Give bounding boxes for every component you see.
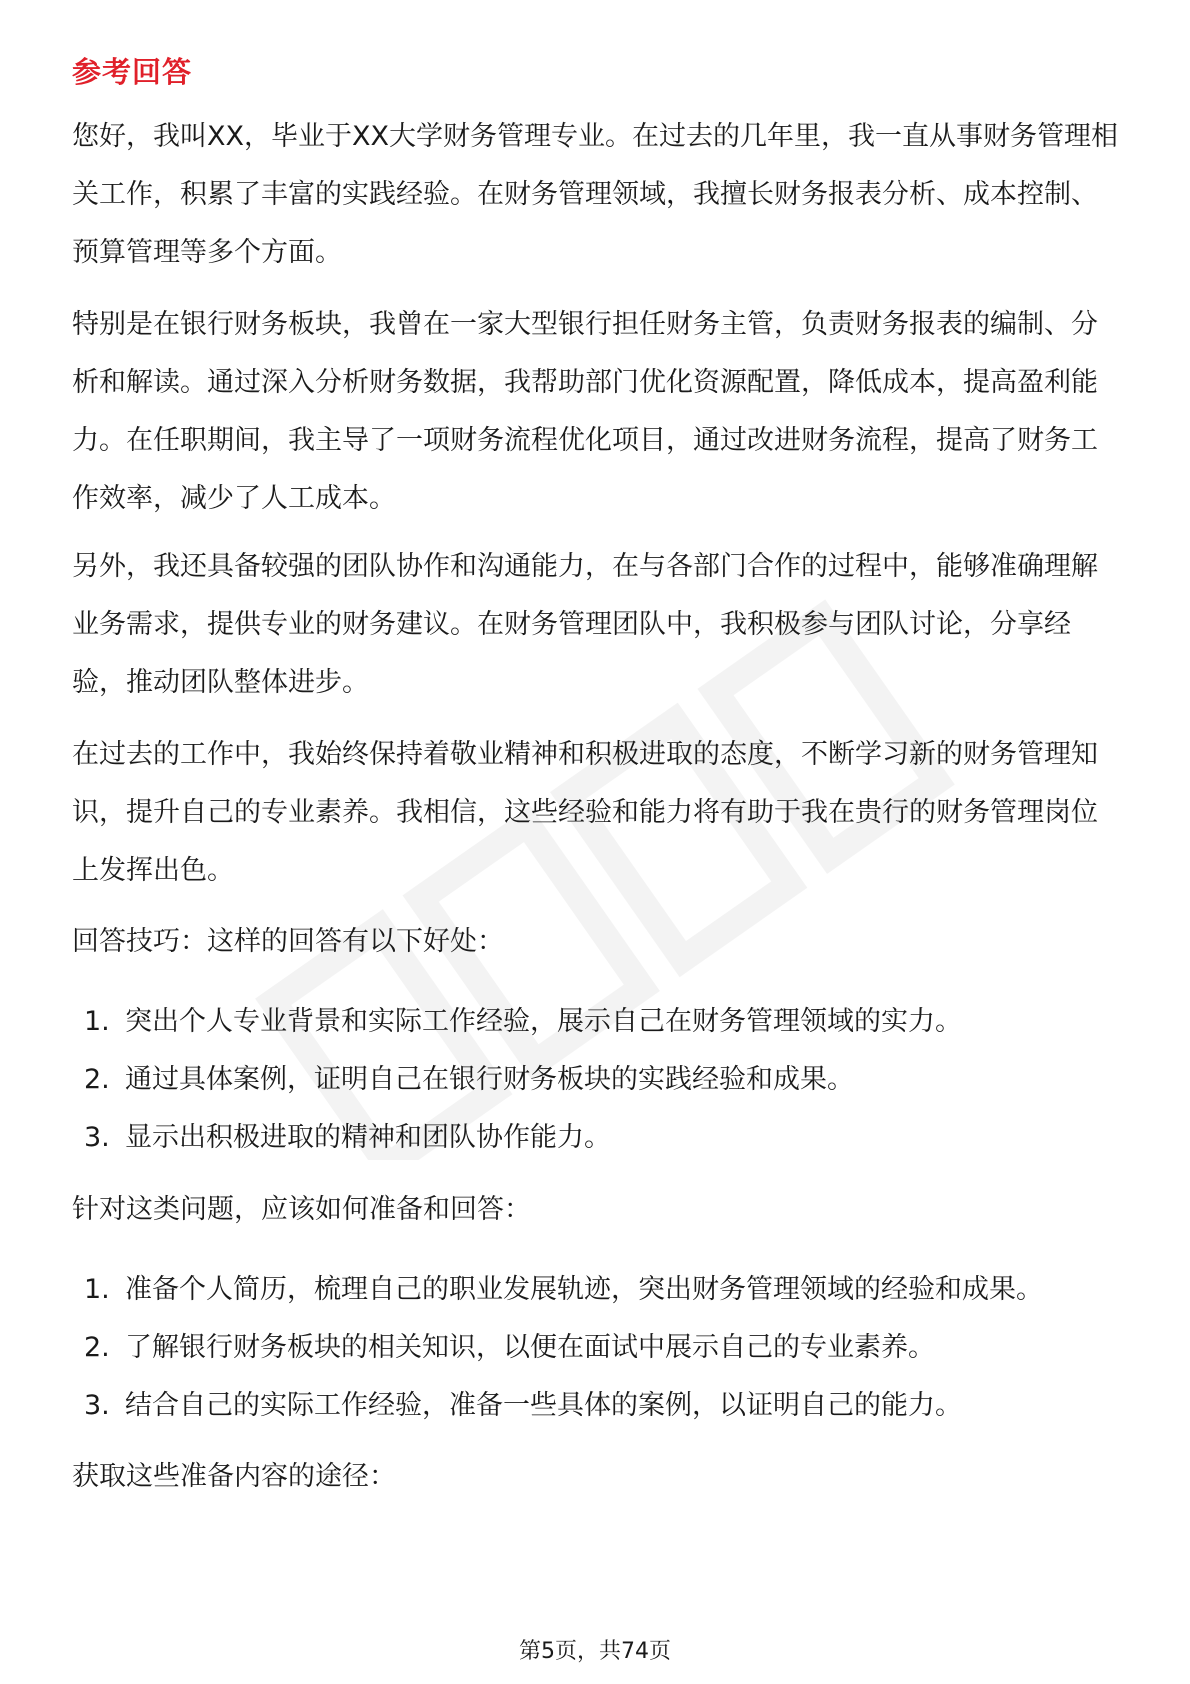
list-text: 了解银行财务板块的相关知识，以便在面试中展示自己的专业素养。 [125,1332,935,1363]
paragraph-4: 在过去的工作中，我始终保持着敬业精神和积极进取的态度，不断学习新的财务管理知识，提升自己的专业素养。我相信，这些经验和能力将有助于我在贵行的财务管理岗位上发挥出色。 [72,739,1098,886]
section-heading: 参考回答 [72,55,193,89]
list-number: 3. [84,1122,110,1153]
list-number: 3. [84,1390,110,1421]
list-text: 准备个人简历，梳理自己的职业发展轨迹，突出财务管理领域的经验和成果。 [125,1274,1043,1305]
paragraph-1: 您好，我叫XX，毕业于XX大学财务管理专业。在过去的几年里，我一直从事财务管理相关工作，积累了丰富的实践经验。在财务管理领域，我擅长财务报表分析、成本控制、预算管理等多个方面。 [72,121,1118,268]
list-text: 结合自己的实际工作经验，准备一些具体的案例，以证明自己的能力。 [125,1390,962,1421]
list-number: 1. [84,1274,110,1305]
list-item [72,993,1122,1051]
list-item [72,1051,1122,1109]
list-item [72,1261,1122,1319]
list-item [72,1109,1122,1167]
prep-list [72,1261,1122,1435]
tips-title: 回答技巧：这样的回答有以下好处： [72,926,504,957]
list-item [72,1377,1122,1435]
list-text: 通过具体案例，证明自己在银行财务板块的实践经验和成果。 [125,1064,854,1095]
list-number: 2. [84,1332,110,1363]
paragraph-2: 特别是在银行财务板块，我曾在一家大型银行担任财务主管，负责财务报表的编制、分析和解读。通过深入分析财务数据，我帮助部门优化资源配置，降低成本，提高盈利能力。在任职期间，我主导了一项财务流程优化项目，通过改进财务流程，提高了财务工作效率，减少了人工成本。 [72,309,1098,514]
paragraph-3: 另外，我还具备较强的团队协作和沟通能力，在与各部门合作的过程中，能够准确理解业务需求，提供专业的财务建议。在财务管理团队中，我积极参与团队讨论，分享经验，推动团队整体进步。 [72,551,1098,698]
list-text: 显示出积极进取的精神和团队协作能力。 [125,1122,611,1153]
list-text: 突出个人专业背景和实际工作经验，展示自己在财务管理领域的实力。 [125,1006,962,1037]
list-number: 2. [84,1064,110,1095]
page-number: 第5页，共74页 [519,1639,671,1664]
sources-title: 获取这些准备内容的途径： [72,1461,396,1492]
tips-list [72,993,1122,1167]
list-item [72,1319,1122,1377]
list-number: 1. [84,1006,110,1037]
prep-title: 针对这类问题，应该如何准备和回答： [72,1194,531,1225]
